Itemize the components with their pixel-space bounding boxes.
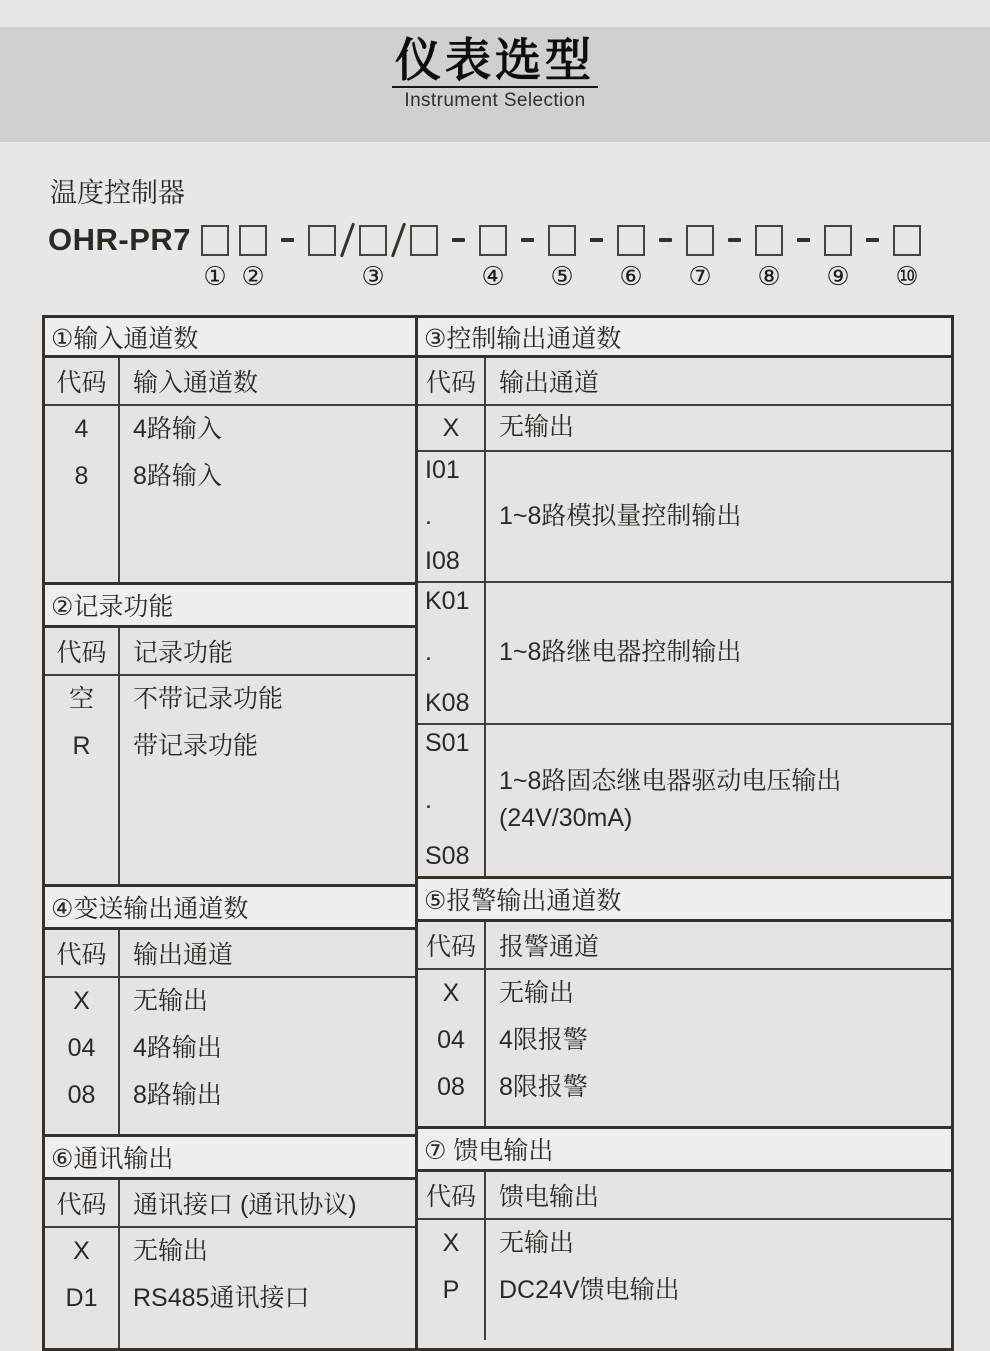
desc-column-header: 记录功能 (133, 639, 234, 667)
table-right-column (415, 318, 951, 1348)
desc-cells (486, 970, 951, 1126)
code-cell: 8 (74, 462, 89, 490)
option-box (824, 225, 852, 256)
code-column-header: 代码 (45, 358, 120, 404)
section-record-function (45, 582, 415, 884)
model-box-7 (686, 225, 714, 292)
column-header-row (418, 922, 951, 970)
desc-cells (120, 978, 415, 1134)
code-cell: P (442, 1276, 460, 1304)
code-cell: 04 (437, 1026, 465, 1054)
code-cells (45, 978, 120, 1134)
model-box-9 (824, 225, 852, 292)
section-title: ④变送输出通道数 (45, 884, 415, 930)
position-label-9: ⑨ (826, 261, 850, 292)
dash-separator (797, 238, 810, 242)
model-prefix: OHR-PR7 (48, 222, 192, 257)
desc-column-header: 输出通道 (499, 369, 600, 397)
page-subtitle: Instrument Selection (404, 89, 586, 111)
desc-cell: 不带记录功能 (133, 685, 284, 713)
option-box (359, 225, 387, 256)
desc-cell: 4路输出 (133, 1034, 222, 1062)
table-row (418, 723, 951, 876)
code-cell: 4 (74, 415, 89, 443)
option-box (201, 225, 229, 256)
code-cell: D1 (65, 1284, 98, 1312)
desc-cell: 4路输入 (133, 415, 222, 443)
code-cell: I01 . I08 (418, 452, 486, 581)
section-body (418, 970, 951, 1126)
code-cells (418, 970, 486, 1126)
column-header-row (45, 1180, 415, 1228)
slash-separator (340, 223, 355, 258)
column-header-row (45, 930, 415, 978)
dash-separator (281, 238, 294, 242)
section-title: ②记录功能 (45, 582, 415, 628)
section-body (45, 406, 415, 582)
position-label-2: ② (241, 261, 265, 292)
option-box (308, 225, 336, 256)
option-box (410, 225, 438, 256)
section-body (418, 1220, 951, 1340)
dash-separator (590, 238, 603, 242)
code-cell: 08 (67, 1081, 96, 1109)
desc-column-header: 通讯接口 (通讯协议) (133, 1191, 357, 1219)
desc-column-header: 输入通道数 (133, 369, 259, 397)
code-cell: S01 . S08 (418, 725, 486, 876)
code-cell: 空 (68, 685, 94, 713)
code-cells (45, 406, 120, 582)
desc-cells (120, 1228, 415, 1348)
code-cell: X (442, 1229, 460, 1257)
position-label-7: ⑦ (688, 261, 712, 292)
code-cell: 08 (437, 1073, 465, 1101)
desc-cell: 1~8路模拟量控制输出 (499, 501, 742, 530)
dash-separator (452, 238, 465, 242)
section-title: ①输入通道数 (45, 318, 415, 358)
code-column-header: 代码 (418, 358, 486, 404)
page-title: 仪表选型 (392, 36, 598, 88)
selection-table (42, 315, 954, 1351)
model-box-3b (359, 225, 387, 292)
model-box-3a (308, 225, 336, 256)
model-box-4 (479, 225, 507, 292)
desc-cell: 带记录功能 (133, 732, 259, 760)
position-label-3: ③ (361, 261, 385, 292)
desc-cell: 无输出 (499, 413, 575, 442)
section-title: ③控制输出通道数 (418, 318, 951, 358)
code-cells (418, 1220, 486, 1340)
desc-cell: DC24V馈电输出 (499, 1276, 680, 1304)
section-comm-output (45, 1134, 415, 1348)
section-body (45, 978, 415, 1134)
code-cell: X (73, 1237, 90, 1265)
position-label-1: ① (203, 261, 227, 292)
model-box-2 (239, 225, 267, 292)
desc-column-header: 输出通道 (133, 941, 234, 969)
desc-cell: 1~8路固态继电器驱动电压输出 (24V/30mA) (499, 767, 842, 832)
desc-column-header: 馈电输出 (499, 1183, 600, 1211)
code-column-header: 代码 (418, 1172, 486, 1218)
section-body (45, 1228, 415, 1348)
desc-cells (120, 406, 415, 582)
section-power-output (418, 1126, 951, 1340)
option-box (755, 225, 783, 256)
desc-cells (486, 1220, 951, 1340)
option-box (479, 225, 507, 256)
table-row (418, 406, 951, 450)
desc-cell: 无输出 (499, 979, 575, 1007)
code-cell: R (72, 732, 91, 760)
code-cell: K01 . K08 (418, 583, 486, 723)
position-label-10: ⑩ (895, 261, 919, 292)
section-title: ⑦ 馈电输出 (418, 1126, 951, 1172)
section-transmit-output (45, 884, 415, 1134)
dash-separator (521, 238, 534, 242)
position-label-8: ⑧ (757, 261, 781, 292)
column-header-row (45, 628, 415, 676)
model-box-8 (755, 225, 783, 292)
desc-cell: 8路输出 (133, 1081, 222, 1109)
section-input-channels (45, 318, 415, 582)
code-cell: X (418, 406, 486, 450)
dash-separator (659, 238, 672, 242)
title-banner (0, 27, 990, 142)
model-box-5 (548, 225, 576, 292)
option-box (239, 225, 267, 256)
model-box-3c (410, 225, 438, 256)
desc-cell: RS485通讯接口 (133, 1284, 310, 1312)
option-box (893, 225, 921, 256)
table-left-column (45, 318, 415, 1348)
position-label-5: ⑤ (550, 261, 574, 292)
column-header-row (45, 358, 415, 406)
section-title: ⑤报警输出通道数 (418, 876, 951, 922)
section-body (45, 676, 415, 884)
desc-cell: 无输出 (133, 1237, 209, 1265)
column-header-row (418, 358, 951, 406)
code-cell: X (442, 979, 460, 1007)
table-row (418, 581, 951, 723)
section-title: ⑥通讯输出 (45, 1134, 415, 1180)
desc-column-header: 报警通道 (499, 933, 600, 961)
option-box (617, 225, 645, 256)
code-cell: 04 (67, 1034, 96, 1062)
desc-cell: 4限报警 (499, 1026, 588, 1054)
model-box-1 (201, 225, 229, 292)
dash-separator (866, 238, 879, 242)
desc-cell: 8路输入 (133, 462, 222, 490)
dash-separator (728, 238, 741, 242)
option-box (686, 225, 714, 256)
position-label-4: ④ (481, 261, 505, 292)
model-box-6 (617, 225, 645, 292)
slash-separator (391, 223, 406, 258)
code-column-header: 代码 (45, 1180, 120, 1226)
option-box (548, 225, 576, 256)
desc-cell: 无输出 (133, 987, 209, 1015)
code-column-header: 代码 (45, 930, 120, 976)
desc-cell: 8限报警 (499, 1073, 588, 1101)
column-header-row (418, 1172, 951, 1220)
position-label-6: ⑥ (619, 261, 643, 292)
desc-cells (120, 676, 415, 884)
desc-cell: 1~8路继电器控制输出 (499, 638, 742, 667)
code-cells (45, 1228, 120, 1348)
code-column-header: 代码 (418, 922, 486, 968)
section-alarm-output (418, 876, 951, 1126)
table-row (418, 450, 951, 581)
section-control-output (418, 318, 951, 876)
code-column-header: 代码 (45, 628, 120, 674)
product-name: 温度控制器 (50, 178, 185, 208)
code-cell: X (73, 987, 90, 1015)
model-code-line (48, 222, 926, 292)
model-box-10 (893, 225, 921, 292)
desc-cell: 无输出 (499, 1229, 575, 1257)
code-cells (45, 676, 120, 884)
